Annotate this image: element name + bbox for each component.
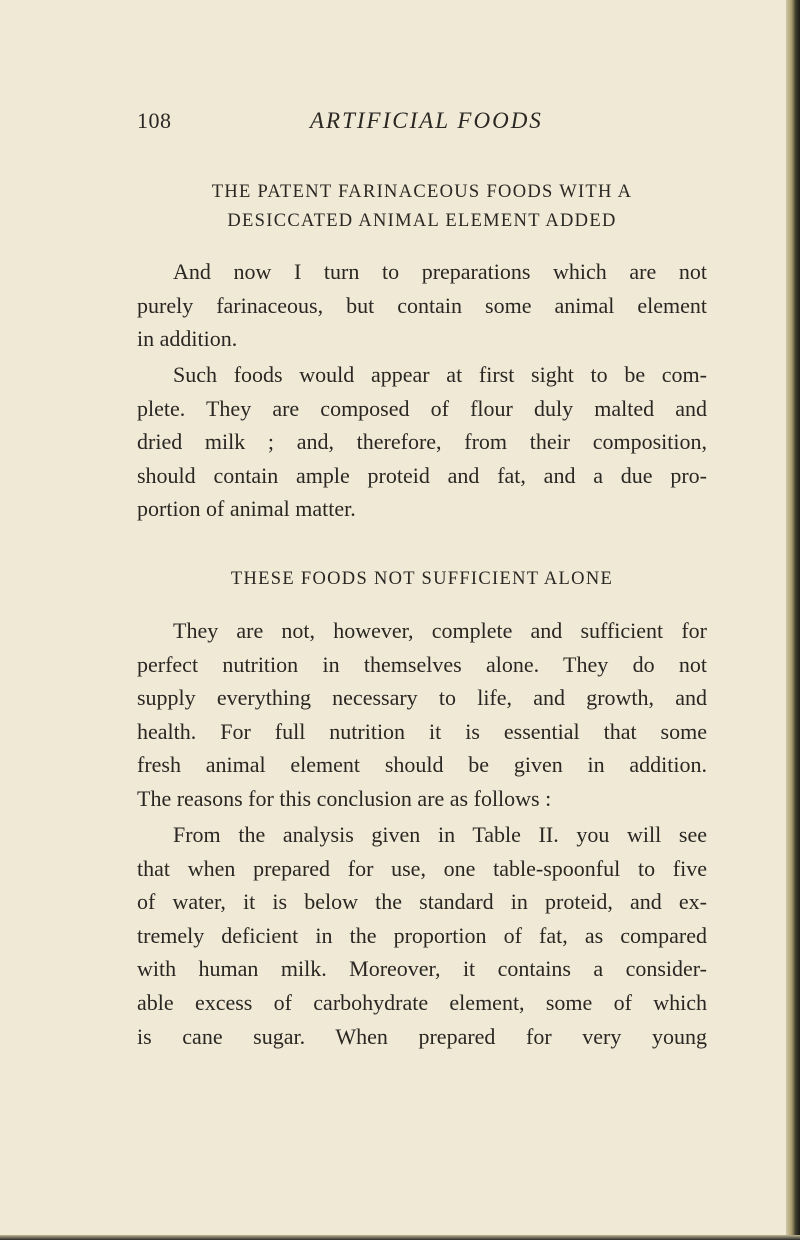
- section-heading-not-sufficient: [137, 565, 707, 594]
- text-line: perfect nutrition in themselves alone. They do not: [137, 651, 707, 677]
- text-line: purely farinaceous, but contain some animal element: [137, 292, 707, 318]
- page-bottom-edge: [0, 1235, 800, 1240]
- page-number: 108: [137, 108, 172, 133]
- page-header: [0, 108, 800, 142]
- text-line: tremely deficient in the proportion of fat, as compared: [137, 922, 707, 948]
- text-line: From the analysis given in Table II. you will see: [173, 822, 707, 847]
- paragraph-analysis: [137, 818, 707, 1053]
- text-line: is cane sugar. When prepared for very young: [137, 1023, 707, 1049]
- text-line: portion of animal matter.: [137, 496, 356, 522]
- running-title: ARTIFICIAL FOODS: [310, 108, 543, 133]
- heading-line: THE PATENT FARINACEOUS FOODS WITH A: [211, 182, 633, 202]
- heading-line: DESICCATED ANIMAL ELEMENT ADDED: [227, 211, 617, 231]
- text-line: And now I turn to preparations which are not: [173, 259, 707, 284]
- text-line: with human milk. Moreover, it contains a consider-: [137, 956, 707, 982]
- text-line: health. For full nutrition it is essential that some: [137, 718, 707, 744]
- text-line: should contain ample proteid and fat, and a due pro-: [137, 462, 707, 488]
- text-line: plete. They are composed of flour duly malted and: [137, 395, 707, 421]
- text-line: They are not, however, complete and sufficient for: [173, 618, 707, 643]
- text-line: in addition.: [137, 326, 238, 352]
- text-line: Such foods would appear at first sight to be com-: [173, 362, 707, 387]
- paragraph-intro: [137, 255, 707, 356]
- section-heading-patent-foods: [137, 178, 707, 236]
- text-line: The reasons for this conclusion are as follows :: [137, 785, 552, 811]
- text-line: supply everything necessary to life, and growth, and: [137, 685, 707, 711]
- heading-line: THESE FOODS NOT SUFFICIENT ALONE: [230, 569, 614, 589]
- text-line: able excess of carbohydrate element, some of which: [137, 989, 707, 1015]
- paragraph-not-complete: [137, 614, 707, 816]
- text-line: fresh animal element should be given in addition.: [137, 752, 707, 778]
- paragraph-such-foods: [137, 358, 707, 526]
- text-line: that when prepared for use, one table-spoonful to five: [137, 855, 707, 881]
- text-line: of water, it is below the standard in proteid, and ex-: [137, 889, 707, 915]
- text-line: dried milk ; and, therefore, from their composition,: [137, 429, 707, 455]
- page-binding-edge: [786, 0, 800, 1240]
